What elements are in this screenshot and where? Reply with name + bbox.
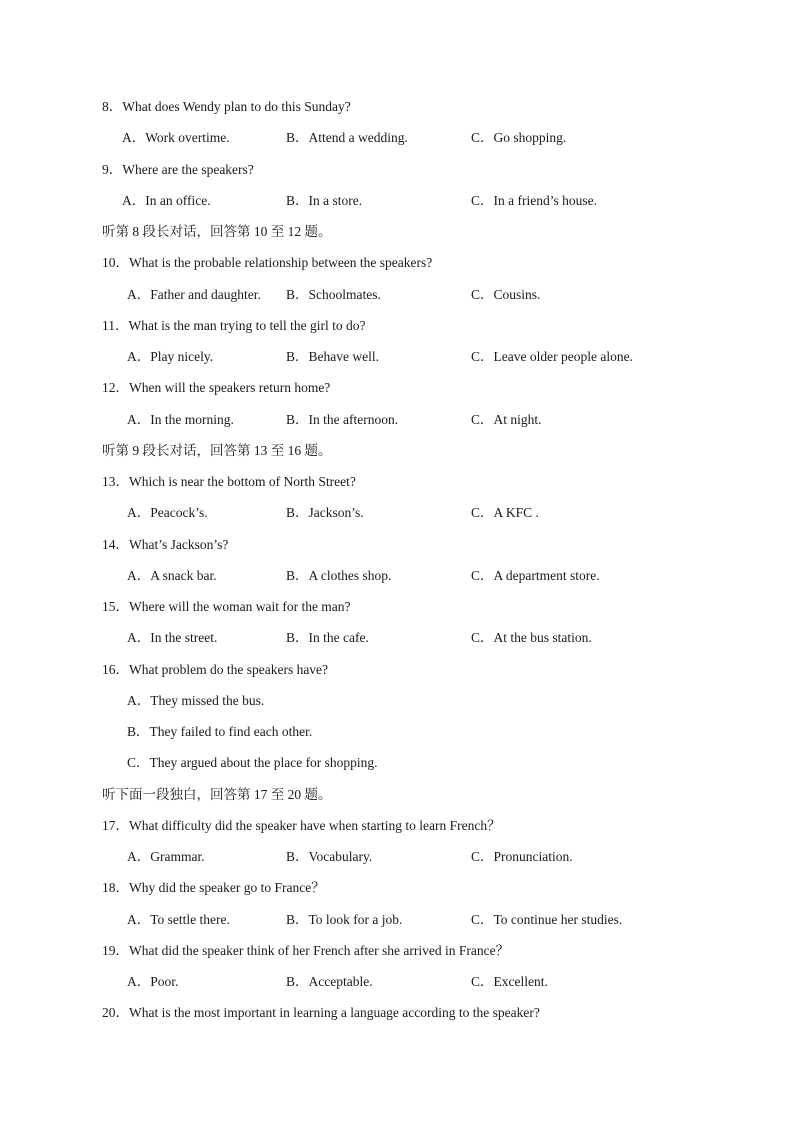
- section-instruction: 听下面一段独白，回答第 17 至 20 题。: [102, 787, 332, 802]
- option-a: A．In the street.: [127, 630, 218, 645]
- option-b: B．In the cafe.: [286, 630, 369, 645]
- option-c: C．Leave older people alone.: [471, 349, 633, 364]
- option-line: C．They argued about the place for shopping.: [127, 755, 378, 770]
- option-c: C．At the bus station.: [471, 630, 592, 645]
- question-text: 12．When will the speakers return home?: [102, 380, 331, 395]
- option-c: C．A KFC .: [471, 505, 539, 520]
- section-instruction: 听第 9 段长对话，回答第 13 至 16 题。: [102, 443, 332, 458]
- option-a: A．Work overtime.: [122, 130, 230, 145]
- option-b: B．A clothes shop.: [286, 568, 392, 583]
- question-text: 8．What does Wendy plan to do this Sunday?: [102, 99, 351, 114]
- option-a: A．Play nicely.: [127, 349, 214, 364]
- option-c: C．In a friend’s house.: [471, 193, 597, 208]
- question-text: 15．Where will the woman wait for the man?: [102, 599, 351, 614]
- option-c: C．Go shopping.: [471, 130, 567, 145]
- option-c: C．To continue her studies.: [471, 912, 623, 927]
- option-a: A．A snack bar.: [127, 568, 217, 583]
- option-b: B．Vocabulary.: [286, 849, 373, 864]
- option-a: A．To settle there.: [127, 912, 230, 927]
- option-c: C．At night.: [471, 412, 542, 427]
- option-b: B．Schoolmates.: [286, 287, 381, 302]
- question-text: 14．What’s Jackson’s?: [102, 537, 229, 552]
- option-b: B．To look for a job.: [286, 912, 403, 927]
- option-b: B．Acceptable.: [286, 974, 373, 989]
- option-c: C．A department store.: [471, 568, 600, 583]
- option-b: B．In a store.: [286, 193, 363, 208]
- question-text: 16．What problem do the speakers have?: [102, 662, 329, 677]
- question-text: 19．What did the speaker think of her French after she arrived in France？: [102, 943, 510, 958]
- question-text: 20．What is the most important in learning a language according to the speaker?: [102, 1005, 540, 1020]
- question-text: 13．Which is near the bottom of North Street?: [102, 474, 356, 489]
- question-text: 17．What difficulty did the speaker have when starting to learn French？: [102, 818, 501, 833]
- option-a: A．Peacock’s.: [127, 505, 208, 520]
- section-instruction: 听第 8 段长对话，回答第 10 至 12 题。: [102, 224, 332, 239]
- option-b: B．Jackson’s.: [286, 505, 364, 520]
- option-a: A．Poor.: [127, 974, 179, 989]
- option-line: B．They failed to find each other.: [127, 724, 313, 739]
- option-b: B．In the afternoon.: [286, 412, 399, 427]
- question-text: 10．What is the probable relationship between the speakers?: [102, 255, 433, 270]
- question-text: 18．Why did the speaker go to France？: [102, 880, 325, 895]
- option-a: A．Grammar.: [127, 849, 205, 864]
- question-text: 9．Where are the speakers?: [102, 162, 254, 177]
- option-c: C．Excellent.: [471, 974, 548, 989]
- option-c: C．Cousins.: [471, 287, 541, 302]
- option-a: A．In an office.: [122, 193, 211, 208]
- option-c: C．Pronunciation.: [471, 849, 573, 864]
- option-line: A．They missed the bus.: [127, 693, 265, 708]
- option-a: A．Father and daughter.: [127, 287, 261, 302]
- question-text: 11．What is the man trying to tell the girl to do?: [102, 318, 366, 333]
- option-b: B．Behave well.: [286, 349, 379, 364]
- option-b: B．Attend a wedding.: [286, 130, 408, 145]
- option-a: A．In the morning.: [127, 412, 234, 427]
